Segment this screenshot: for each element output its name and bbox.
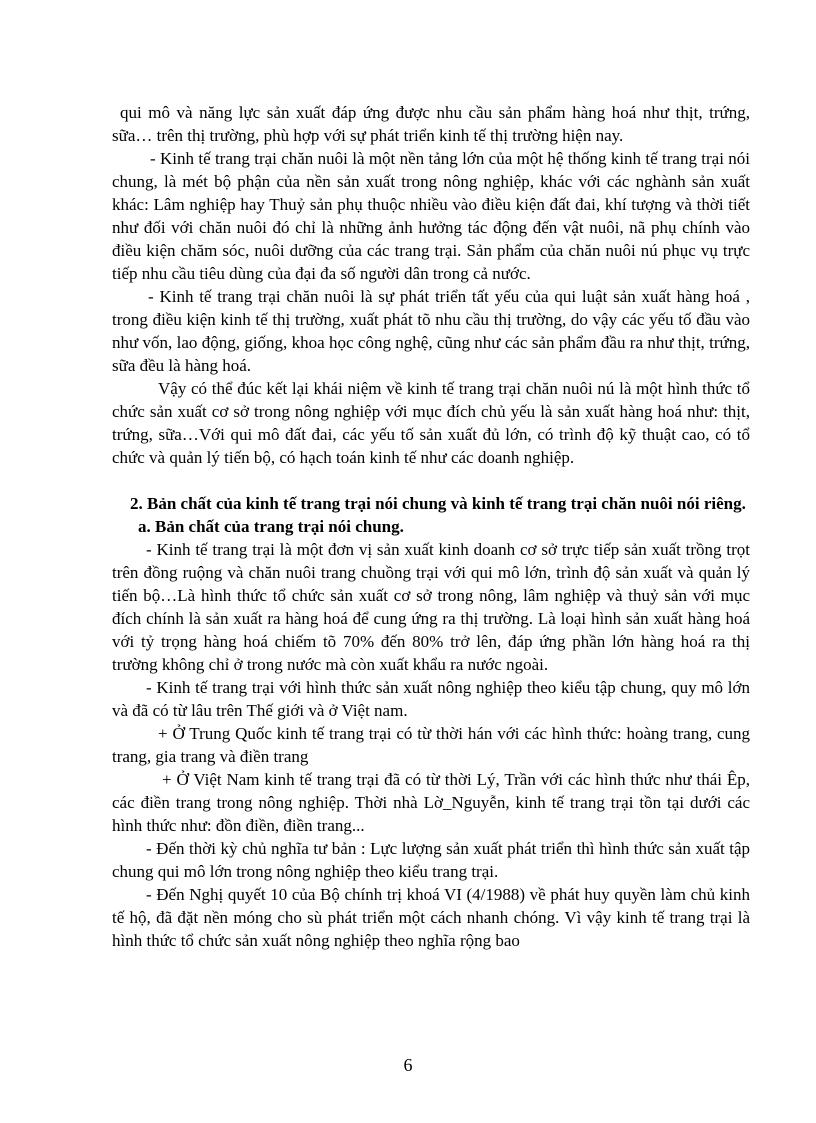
paragraph-5: - Kinh tế trang trại là một đơn vị sản xuất kinh doanh cơ sở trực tiếp sản xuất trồng trọt trên đồng ruộng và chăn nuôi trang chuồng trại với qui mô lớn, trình độ sản xuất và quản lý tiến bộ…Là hình thức tổ chức sản xuất cơ sở trong nông, lâm nghiệp và thuỷ sản với mục đích chính là sản xuất ra hàng hoá để cung ứng ra thị trường. Là loại hình sản xuất hàng hoá với tỷ trọng hàng hoá chiếm tõ 70% đến 80% trở lên, đáp ứng phần lớn hàng hoá ra thị trường không chỉ ở trong nước mà còn xuất khẩu ra nước ngoài.	[112, 540, 750, 674]
paragraph-8: + Ở Việt Nam kinh tế trang trại đã có từ thời Lý, Trần với các hình thức như thái Êp, các điền trang trong nông nghiệp. Thời nhà Lờ_Nguyễn, kinh tế trang trại tồn tại dưới các hình thức như: đồn điền, điền trang...	[112, 770, 750, 835]
paragraph-1: qui mô và năng lực sản xuất đáp ứng được nhu cầu sản phẩm hàng hoá như thịt, trứng, sữa… trên thị trường, phù hợp với sự phát triển kinh tế thị trường hiện nay.	[112, 103, 750, 145]
paragraph-7: + Ở Trung Quốc kinh tế trang trại có từ thời hán với các hình thức: hoàng trang, cung trang, gia trang và điền trang	[112, 724, 750, 766]
page-number: 6	[403, 1055, 413, 1075]
subsection-heading-a: a. Bản chất của trang trại nói chung.	[138, 517, 404, 536]
document-body	[112, 101, 750, 952]
section-gap	[112, 469, 750, 492]
section-heading-2: 2. Bản chất của kinh tế trang trại nói chung và kinh tế trang trại chăn nuôi nói riêng.	[130, 494, 746, 513]
paragraph-10: - Đến Nghị quyết 10 của Bộ chính trị khoá VI (4/1988) về phát huy quyền làm chủ kinh tế hộ, đã đặt nền móng cho sù phát triển một cách nhanh chóng. Vì vậy kinh tế trang trại là hình thức tổ chức sản xuất nông nghiệp theo nghĩa rộng bao	[112, 885, 750, 950]
paragraph-3: - Kinh tế trang trại chăn nuôi là sự phát triển tất yếu của qui luật sản xuất hàng hoá , trong điều kiện kinh tế thị trường, xuất phát tõ nhu cầu thị trường, do vậy các yếu tố đầu vào như vốn, lao động, giống, khoa học công nghệ, cũng như các sản phẩm đầu ra như thịt, trứng, sữa đều là hàng hoá.	[112, 287, 750, 375]
paragraph-6: - Kinh tế trang trại với hình thức sản xuất nông nghiệp theo kiểu tập chung, quy mô lớn và đã có từ lâu trên Thế giới và ở Việt nam.	[112, 678, 750, 720]
paragraph-2: - Kinh tế trang trại chăn nuôi là một nền tảng lớn của một hệ thống kinh tế trang trại nói chung, là mét bộ phận của nền sản xuất trong nông nghiệp, khác với các nghành sản xuất khác: Lâm nghiệp hay Thuỷ sản phụ thuộc nhiều vào điều kiện đất đai, khí tượng và thời tiết như đối với chăn nuôi đó chỉ là những ảnh hưởng tác động đến vật nuôi, nã phụ chính vào điều kiện chăm sóc, nuôi dưỡng của các trang trại. Sản phẩm của chăn nuôi nú phục vụ trực tiếp nhu cầu tiêu dùng của đại đa số người dân trong cả nước.	[112, 149, 750, 283]
paragraph-4: Vậy có thể đúc kết lại khái niệm về kinh tế trang trại chăn nuôi nú là một hình thức tổ chức sản xuất cơ sở trong nông nghiệp với mục đích chủ yếu là sản xuất hàng hoá như: thịt, trứng, sữa…Với qui mô đất đai, các yếu tố sản xuất đủ lớn, có trình độ kỹ thuật cao, có tổ chức và quản lý tiến bộ, có hạch toán kinh tế như các doanh nghiệp.	[112, 379, 750, 467]
paragraph-9: - Đến thời kỳ chủ nghĩa tư bản : Lực lượng sản xuất phát triển thì hình thức sản xuất tập chung qui mô lớn trong nông nghiệp theo kiểu trang trại.	[112, 839, 750, 881]
